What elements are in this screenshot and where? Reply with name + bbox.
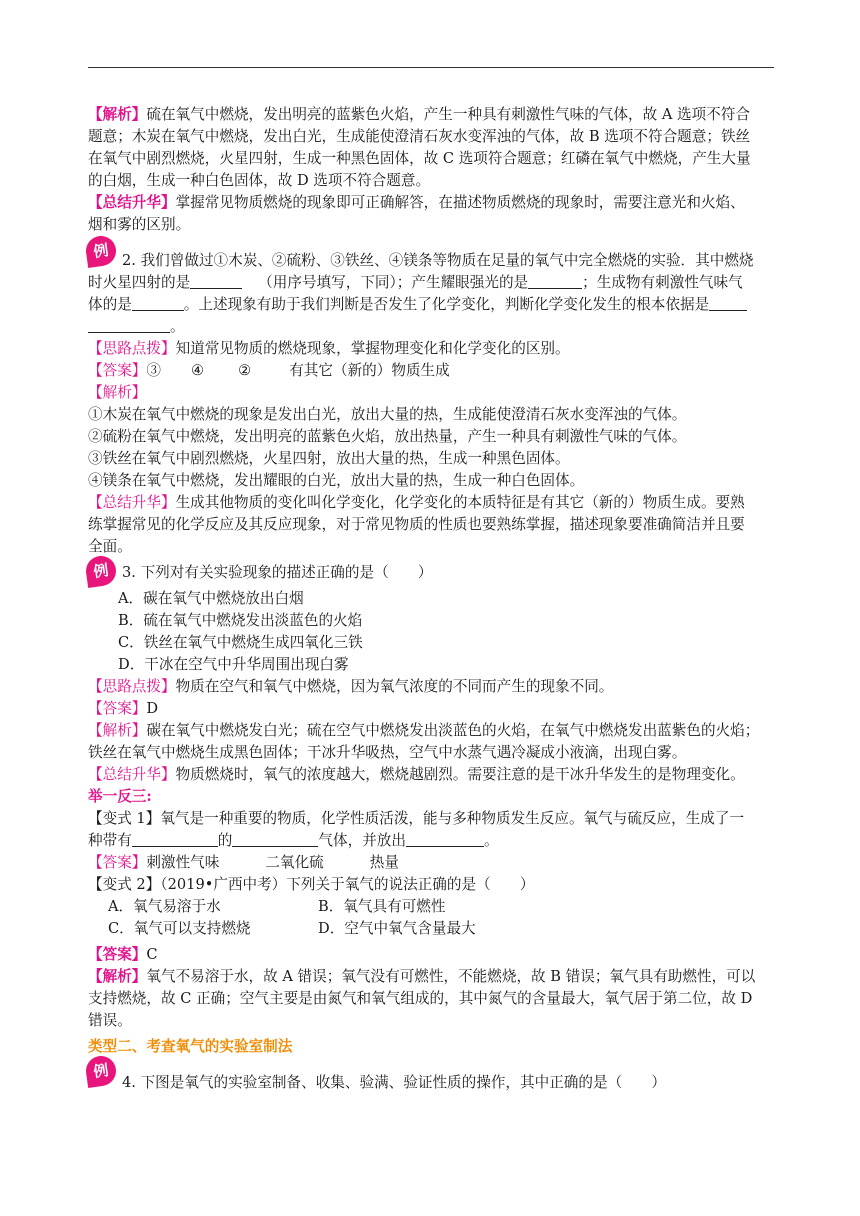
text-line: 铁丝在氧气中燃烧生成黑色固体；干冰升华吸热，空气中水蒸气遇冷凝成小液滴，出现白雾。 bbox=[88, 744, 687, 761]
text-line: 练掌握常见的化学反应及其反应现象，对于常见物质的性质也要熟练掌握，描述现象要准确简洁并且要 bbox=[88, 516, 745, 533]
text-fragment: ；生成物有刺激性气味气 bbox=[582, 274, 743, 291]
question-line bbox=[88, 316, 776, 338]
answer-blank[interactable] bbox=[528, 273, 582, 289]
text-line: 掌握常见物质燃烧的现象即可正确解答，在描述物质燃烧的现象时，需要注意光和火焰、 bbox=[175, 194, 745, 211]
option-a: A．氧气易溶于水 bbox=[108, 898, 221, 915]
text-fragment: （2019•广西中考）下列关于氧气的说法正确的是（ ） bbox=[160, 876, 535, 893]
text-fragment: 物质燃烧时，氧气的浓度越大，燃烧越剧烈。需要注意的是干冰升华发生的是物理变化。 bbox=[175, 766, 745, 783]
answer-value: 刺激性气味 bbox=[146, 854, 220, 871]
analysis-tag-line bbox=[88, 382, 776, 404]
hint-paragraph bbox=[88, 676, 776, 698]
answer-blank[interactable] bbox=[232, 831, 318, 847]
text-line: ③铁丝在氧气中剧烈燃烧，火星四射，放出大量的热，生成一种黑色固体。 bbox=[88, 450, 570, 467]
text-fragment: 氧气是一种重要的物质，化学性质活泼，能与多种物质发生反应。氧气与硫反应，生成了一 bbox=[160, 810, 745, 827]
example-badge-icon: 例 bbox=[84, 234, 118, 268]
text-line: ④镁条在氧气中燃烧，发出耀眼的白光，放出大量的热，生成一种白色固体。 bbox=[88, 472, 585, 489]
text-fragment: （用序号填写，下同）；产生耀眼强光的是 bbox=[258, 274, 529, 291]
answer-value: ③ bbox=[146, 362, 161, 379]
summary-tag: 【总结升华】 bbox=[88, 194, 176, 211]
question-line: 2. 我们曾做过①木炭、②硫粉、③铁丝、④镁条等物质在足量的氧气中完全燃烧的实验．其中燃烧 bbox=[122, 252, 754, 269]
analysis-tag: 【解析】 bbox=[88, 384, 147, 401]
text-fragment: 时火星四射的是 bbox=[88, 274, 191, 291]
text-line: 的白烟，生成一种白色固体，故 D 选项不符合题意。 bbox=[88, 172, 431, 189]
example-4 bbox=[88, 1061, 776, 1094]
question-line: 4. 下图是氧气的实验室制备、收集、验满、验证性质的操作，其中正确的是（ ） bbox=[122, 1074, 666, 1091]
text-line: 错误。 bbox=[88, 1012, 132, 1029]
analysis-tag: 【解析】 bbox=[88, 106, 147, 123]
text-fragment: 知道常见物质的燃烧现象，掌握物理变化和化学变化的区别。 bbox=[175, 340, 570, 357]
answer-paragraph bbox=[88, 944, 776, 966]
answer-value: 二氧化硫 bbox=[265, 854, 324, 871]
answer-blank[interactable] bbox=[88, 317, 170, 333]
analysis-tag: 【解析】 bbox=[88, 722, 147, 739]
question-line bbox=[88, 294, 776, 316]
example-badge-icon: 例 bbox=[84, 554, 118, 588]
text-line: 题意；木炭在氧气中燃烧，发出白光，生成能使澄清石灰水变浑浊的气体，故 B 选项不符合题意；铁丝 bbox=[88, 128, 751, 145]
text-fragment: 气体，并放出 bbox=[318, 832, 406, 849]
answer-blank[interactable] bbox=[709, 295, 747, 311]
question-line: 3. 下列对有关实验现象的描述正确的是（ ） bbox=[122, 564, 433, 581]
summary-paragraph-2 bbox=[88, 492, 776, 514]
example-2 bbox=[88, 241, 776, 338]
answer-tag: 【答案】 bbox=[88, 700, 147, 717]
text-line: 全面。 bbox=[88, 538, 132, 555]
variant-label: 【变式 1】 bbox=[88, 810, 161, 827]
text-line: ②硫粉在氧气中燃烧，发出明亮的蓝紫色火焰，放出热量，产生一种具有刺激性气味的气体。 bbox=[88, 428, 687, 445]
header-rule bbox=[88, 67, 774, 68]
analysis-tag: 【解析】 bbox=[88, 968, 147, 985]
type-2-heading: 类型二、考查氧气的实验室制法 bbox=[88, 1038, 293, 1055]
option-c: C．氧气可以支持燃烧 bbox=[108, 920, 251, 937]
answer-value: C bbox=[146, 946, 158, 963]
summary-tag: 【总结升华】 bbox=[88, 766, 176, 783]
option-b: B．硫在氧气中燃烧发出淡蓝色的火焰 bbox=[118, 612, 363, 629]
analysis-paragraph-1 bbox=[88, 104, 776, 126]
variant-label: 【变式 2】 bbox=[88, 876, 161, 893]
analysis-paragraph-4 bbox=[88, 966, 776, 988]
answer-paragraph bbox=[88, 360, 776, 382]
answer-tag: 【答案】 bbox=[88, 362, 147, 379]
answer-value: 热量 bbox=[369, 854, 399, 871]
analysis-paragraph-3 bbox=[88, 720, 776, 742]
option-d: D．空气中氧气含量最大 bbox=[318, 920, 476, 937]
text-fragment: 种带有 bbox=[88, 832, 132, 849]
answer-paragraph bbox=[88, 852, 776, 874]
example-3 bbox=[88, 562, 776, 584]
text-fragment: 。 bbox=[170, 318, 185, 335]
text-line: 生成其他物质的变化叫化学变化，化学变化的本质特征是有其它（新的）物质生成。要熟 bbox=[175, 494, 745, 511]
variant-1-line bbox=[88, 830, 776, 852]
practice-heading: 举一反三: bbox=[88, 788, 152, 805]
text-line: 硫在氧气中燃烧，发出明亮的蓝紫色火焰，产生一种具有刺激性气味的气体，故 A 选项不符合 bbox=[146, 106, 750, 123]
text-fragment: 体的是 bbox=[88, 296, 132, 313]
text-line: 烟和雾的区别。 bbox=[88, 216, 191, 233]
variant-2-question bbox=[88, 874, 776, 896]
answer-value: D bbox=[146, 700, 159, 717]
option-row bbox=[88, 896, 776, 918]
text-line: 碳在氧气中燃烧发白光；硫在空气中燃烧发出淡蓝色的火焰，在氧气中燃烧发出蓝紫色的火焰； bbox=[146, 722, 760, 739]
text-fragment: 物质在空气和氧气中燃烧，因为氧气浓度的不同而产生的现象不同。 bbox=[175, 678, 614, 695]
answer-blank[interactable] bbox=[132, 831, 218, 847]
answer-value: ④ bbox=[191, 362, 205, 379]
text-line: 在氧气中剧烈燃烧，火星四射，生成一种黑色固体，故 C 选项符合题意；红磷在氧气中燃烧，产生大量 bbox=[88, 150, 751, 167]
text-fragment: 。 bbox=[483, 832, 499, 849]
summary-paragraph-1 bbox=[88, 192, 776, 214]
text-line: 支持燃烧，故 C 正确；空气主要是由氮气和氧气组成的，其中氮气的含量最大，氧气居于第二位，故 D bbox=[88, 990, 753, 1007]
option-d: D．干冰在空气中升华周围出现白雾 bbox=[118, 656, 349, 673]
answer-tag: 【答案】 bbox=[88, 854, 147, 871]
variant-1-line bbox=[88, 808, 776, 830]
question-line bbox=[88, 272, 776, 294]
answer-blank[interactable] bbox=[406, 831, 484, 847]
answer-value: 有其它（新的）物质生成 bbox=[289, 362, 450, 379]
document-body bbox=[88, 104, 776, 1094]
text-line: ①木炭在氧气中燃烧的现象是发出白光，放出大量的热，生成能使澄清石灰水变浑浊的气体。 bbox=[88, 406, 687, 423]
text-fragment: 的 bbox=[217, 832, 233, 849]
option-c: C．铁丝在氧气中燃烧生成四氧化三铁 bbox=[118, 634, 363, 651]
answer-tag: 【答案】 bbox=[88, 946, 147, 963]
hint-tag: 【思路点拨】 bbox=[88, 678, 176, 695]
answer-paragraph bbox=[88, 698, 776, 720]
answer-value: ② bbox=[238, 362, 252, 379]
option-row bbox=[88, 918, 776, 940]
summary-tag: 【总结升华】 bbox=[88, 494, 176, 511]
hint-tag: 【思路点拨】 bbox=[88, 340, 176, 357]
example-badge-icon: 例 bbox=[84, 1054, 118, 1088]
summary-paragraph-3 bbox=[88, 764, 776, 786]
option-a: A．碳在氧气中燃烧放出白烟 bbox=[118, 590, 304, 607]
answer-blank[interactable] bbox=[132, 295, 184, 311]
option-b: B．氧气具有可燃性 bbox=[318, 898, 446, 915]
hint-paragraph bbox=[88, 338, 776, 360]
answer-blank[interactable] bbox=[190, 273, 242, 289]
text-line: 氧气不易溶于水，故 A 错误；氧气没有可燃性，不能燃烧，故 B 错误；氧气具有助燃性，可以 bbox=[146, 968, 756, 985]
text-fragment: 。上述现象有助于我们判断是否发生了化学变化，判断化学变化发生的根本依据是 bbox=[183, 296, 710, 313]
